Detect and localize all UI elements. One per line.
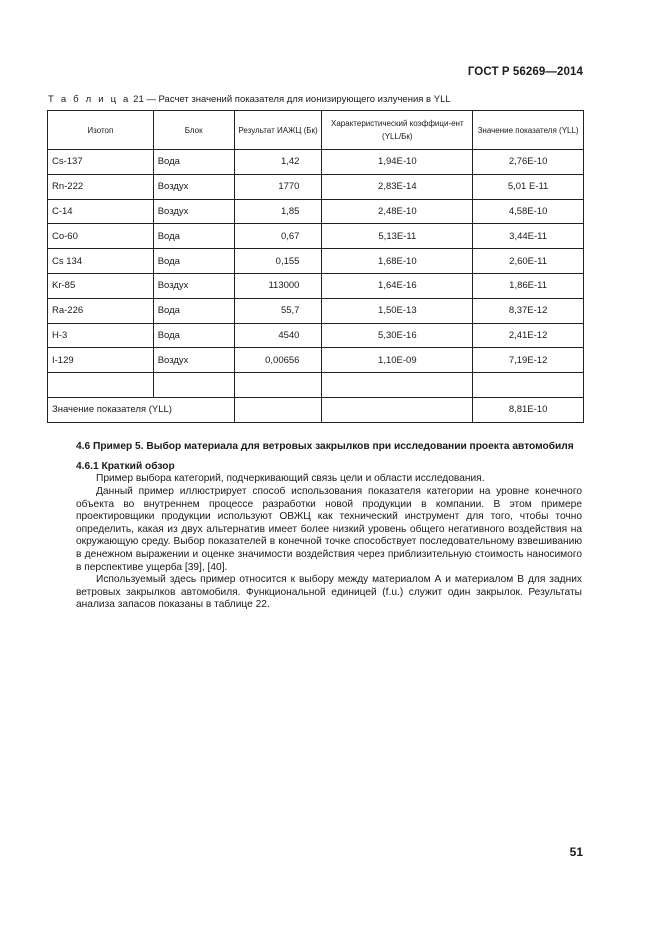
cell-value: 2,76E-10 [473, 150, 584, 175]
table-header-row [48, 111, 584, 150]
cell-value: 5,01 E-11 [473, 174, 584, 199]
cell-result: 0,00656 [234, 348, 322, 373]
cell-block: Воздух [153, 273, 234, 298]
cell-factor: 2,83E-14 [322, 174, 473, 199]
cell-value: 3,44E-11 [473, 224, 584, 249]
cell-result: 0,155 [234, 249, 322, 274]
cell-isotope: Cs 134 [48, 249, 154, 274]
cell-factor: 5,13E-11 [322, 224, 473, 249]
subsection-heading: 4.6.1 Краткий обзор [76, 460, 175, 472]
cell-result: 113000 [234, 273, 322, 298]
paragraph: Используемый здесь пример относится к выбору между материалом А и материалом В для задних ветровых закрылков автомобиля. Функциональной единицей (f.u.) служит один закрылок. Результаты анализа запасов показаны в таблице 22. [76, 574, 582, 611]
cell-value: 1,86E-11 [473, 273, 584, 298]
cell-isotope: I-129 [48, 348, 154, 373]
cell-block: Вода [153, 249, 234, 274]
empty-table-row [48, 373, 584, 398]
section-content [76, 441, 582, 612]
cell-result: 0,67 [234, 224, 322, 249]
cell-result: 4540 [234, 323, 322, 348]
cell-isotope: C-14 [48, 199, 154, 224]
cell-factor: 2,48E-10 [322, 199, 473, 224]
cell-isotope: Co-60 [48, 224, 154, 249]
cell-factor: 1,94E-10 [322, 150, 473, 175]
column-header-block: Блок [153, 111, 234, 150]
cell-result: 55,7 [234, 298, 322, 323]
cell-value: 8,37E-12 [473, 298, 584, 323]
cell-isotope: H-3 [48, 323, 154, 348]
column-header-isotope: Изотоп [48, 111, 154, 150]
cell-factor: 1,68E-10 [322, 249, 473, 274]
table-row [48, 323, 584, 348]
cell-block: Воздух [153, 199, 234, 224]
total-label: Значение показателя (YLL) [48, 397, 235, 422]
table-row [48, 298, 584, 323]
cell-value: 2,60E-11 [473, 249, 584, 274]
cell-block: Вода [153, 224, 234, 249]
table-row [48, 174, 584, 199]
cell-isotope: Kr-85 [48, 273, 154, 298]
cell-block: Воздух [153, 174, 234, 199]
table-row [48, 348, 584, 373]
cell-block: Вода [153, 150, 234, 175]
cell-isotope: Rn-222 [48, 174, 154, 199]
table-caption [48, 94, 451, 105]
section-heading: 4.6 Пример 5. Выбор материала для ветровых закрылков при исследовании проекта автомобиля [76, 441, 574, 452]
table-caption-prefix: Т а б л и ц а [48, 94, 131, 105]
table-caption-text: 21 — Расчет значений показателя для ионизирующего излучения в YLL [130, 94, 451, 105]
table-row [48, 273, 584, 298]
cell-result: 1,85 [234, 199, 322, 224]
total-row [48, 397, 584, 422]
cell-value: 4,58E-10 [473, 199, 584, 224]
paragraph: Пример выбора категорий, подчеркивающий связь цели и области исследования. [96, 473, 485, 485]
total-value: 8,81E-10 [473, 397, 584, 422]
cell-block: Вода [153, 323, 234, 348]
cell-block: Воздух [153, 348, 234, 373]
cell-factor: 1,50E-13 [322, 298, 473, 323]
paragraph: Данный пример иллюстрирует способ использования показателя категории на уровне конечного объекта во внутреннем процессе разработки новой продукции в компании. В этом примере проектировщики продукции используют ОВЖЦ как технический инструмент для того, чтобы точно определить, какая из двух альтернатив имеет более низкий уровень общего негативного воздействия на окружающую среду. Выбор показателей в конечной точке способствует последовательному взвешиванию в денежном выражении и оценке значимости воздействия через приблизительную стоимость наносимого в перспективе ущерба [39], [40]. [76, 485, 582, 573]
cell-isotope: Cs-137 [48, 150, 154, 175]
column-header-result: Результат ИАЖЦ (Бк) [234, 111, 322, 150]
cell-isotope: Ra-226 [48, 298, 154, 323]
cell-result: 1770 [234, 174, 322, 199]
table-row [48, 150, 584, 175]
cell-value: 2,41E-12 [473, 323, 584, 348]
cell-factor: 1,64E-16 [322, 273, 473, 298]
document-standard-header: ГОСТ Р 56269—2014 [467, 66, 583, 78]
cell-result: 1,42 [234, 150, 322, 175]
page-number: 51 [569, 845, 583, 859]
cell-block: Вода [153, 298, 234, 323]
cell-factor: 5,30E-16 [322, 323, 473, 348]
table-row [48, 249, 584, 274]
table-row [48, 199, 584, 224]
cell-value: 7,19E-12 [473, 348, 584, 373]
column-header-value: Значение показателя (YLL) [473, 111, 584, 150]
cell-factor: 1,10E-09 [322, 348, 473, 373]
radiation-indicator-table [47, 110, 584, 423]
column-header-factor: Характеристический коэффици-ент (YLL/Бк) [322, 111, 473, 150]
table-row [48, 224, 584, 249]
